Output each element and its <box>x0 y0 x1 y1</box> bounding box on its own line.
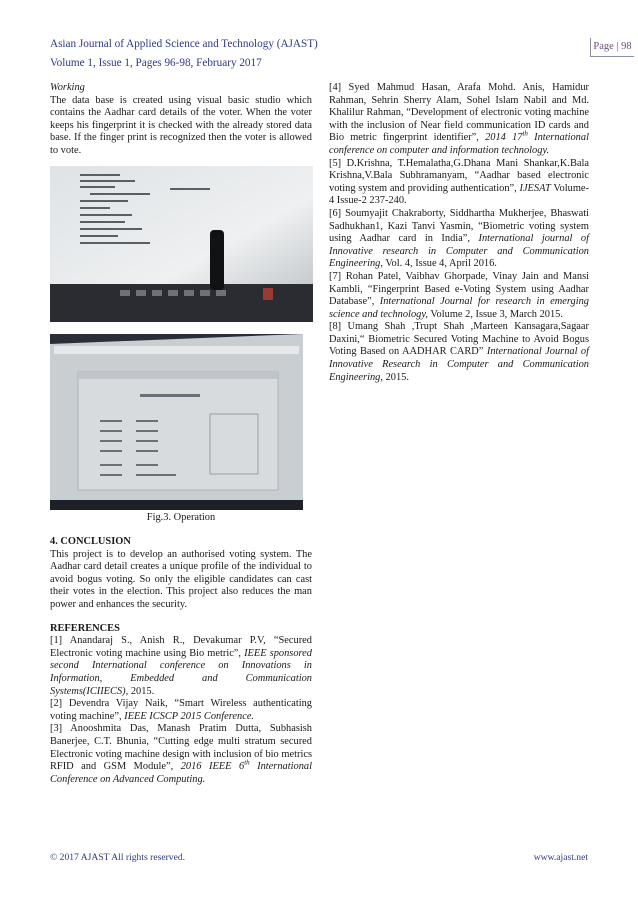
reference-3: [3] Anooshmita Das, Manash Pratim Dutta, Subhasish Banerjee, C.T. Bhunia, “Cutting edge multi stratum secured Electronic voting machine design with inclusion of bio metrics RFID and GSM Module”, 2016 IEEE 6th International Conference on Advanced Computing. <box>50 723 312 785</box>
left-column-lower <box>50 536 312 786</box>
footer-copyright: © 2017 AJAST All rights reserved. <box>50 852 186 863</box>
page-number: Page | 98 <box>590 38 634 57</box>
reference-1: [1] Anandaraj S., Anish R., Devakumar P.V, “Secured Electronic voting machine using Bio metric”, IEEE sponsored second International conference on Innovations in Information, Embedded and Communication Systems(ICIIECS), 2015. <box>50 635 312 697</box>
reference-7: [7] Rohan Patel, Vaibhav Ghorpade, Vinay Jain and Mansi Kambli, “Fingerprint Based e-Voting System using Aadhar Database”, International Journal for research in emerging science and technology, Volume 2, Issue 3, March 2015. <box>329 270 589 320</box>
reference-8: [8] Umang Shah ,Trupt Shah ,Marteen Kansagara,Sagaar Daxini,“ Biometric Secured Voting Machine to Avoid Bogus Voting Based on AADHAR CARD” International Journal of Innovative Research in Computer and Communication Engineering, 2015. <box>329 321 589 383</box>
conclusion-paragraph: This project is to develop an authorised voting system. The Aadhar card detail creates a unique profile of the individual to avoid bogus voting. So only the eligible candidates can cast their votes in the election. This project also reduces the man power and enhances the security. <box>50 548 312 610</box>
reference-2: [2] Devendra Vijay Naik, “Smart Wireless authenticating voting machine”, IEEE ICSCP 2015 Conference. <box>50 698 312 722</box>
right-column <box>329 82 589 384</box>
figure-photo-voter-details <box>50 334 303 510</box>
footer-website[interactable]: www.ajast.net <box>533 852 588 863</box>
figure-photo-fingerprint <box>50 166 313 322</box>
reference-6: [6] Soumyajit Chakraborty, Siddhartha Mukherjee, Bhaswati Sadhukhan1, Kazi Tanvi Yasmin, “Biometric voting system using Aadhar card in India”, International journal of Innovative research in Computer and Communication Engineering, Vol. 4, Issue 4, April 2016. <box>329 207 589 270</box>
conclusion-heading: 4. CONCLUSION <box>50 536 131 547</box>
left-column <box>50 82 312 158</box>
reference-5: [5] D.Krishna, T.Hemalatha,G.Dhana Mani Shankar,K.Bala Krishna,V.Bala Subhramanyam, “Aadhar based electronic voting system and providing authentication”, IJESAT Volume-4 Issue-2 237-240. <box>329 157 589 207</box>
figure-caption: Fig.3. Operation <box>146 512 216 523</box>
references-heading: REFERENCES <box>50 622 120 634</box>
working-heading: Working <box>50 82 85 93</box>
reference-4: [4] Syed Mahmud Hasan, Arafa Mohd. Anis, Hamidur Rahman, Sehrin Sherry Alam, Sohel Islam Nabil and Md. Khalilur Rahman, “Development of electronic voting machine with the inclusion of Near field communication ID cards and Bio metric fingerprint identifier”, 2014 17th International conference on computer and information technology. <box>329 82 589 156</box>
working-paragraph: The data base is created using visual basic studio which contains the Aadhar card details of the voter. When the voter keeps his fingerprint it is checked with the already stored data base. If the finger print is recognized then the voter is allowed to vote. <box>50 94 312 156</box>
journal-title: Asian Journal of Applied Science and Technology (AJAST) <box>50 38 318 50</box>
volume-info: Volume 1, Issue 1, Pages 96-98, February 2017 <box>50 57 262 69</box>
